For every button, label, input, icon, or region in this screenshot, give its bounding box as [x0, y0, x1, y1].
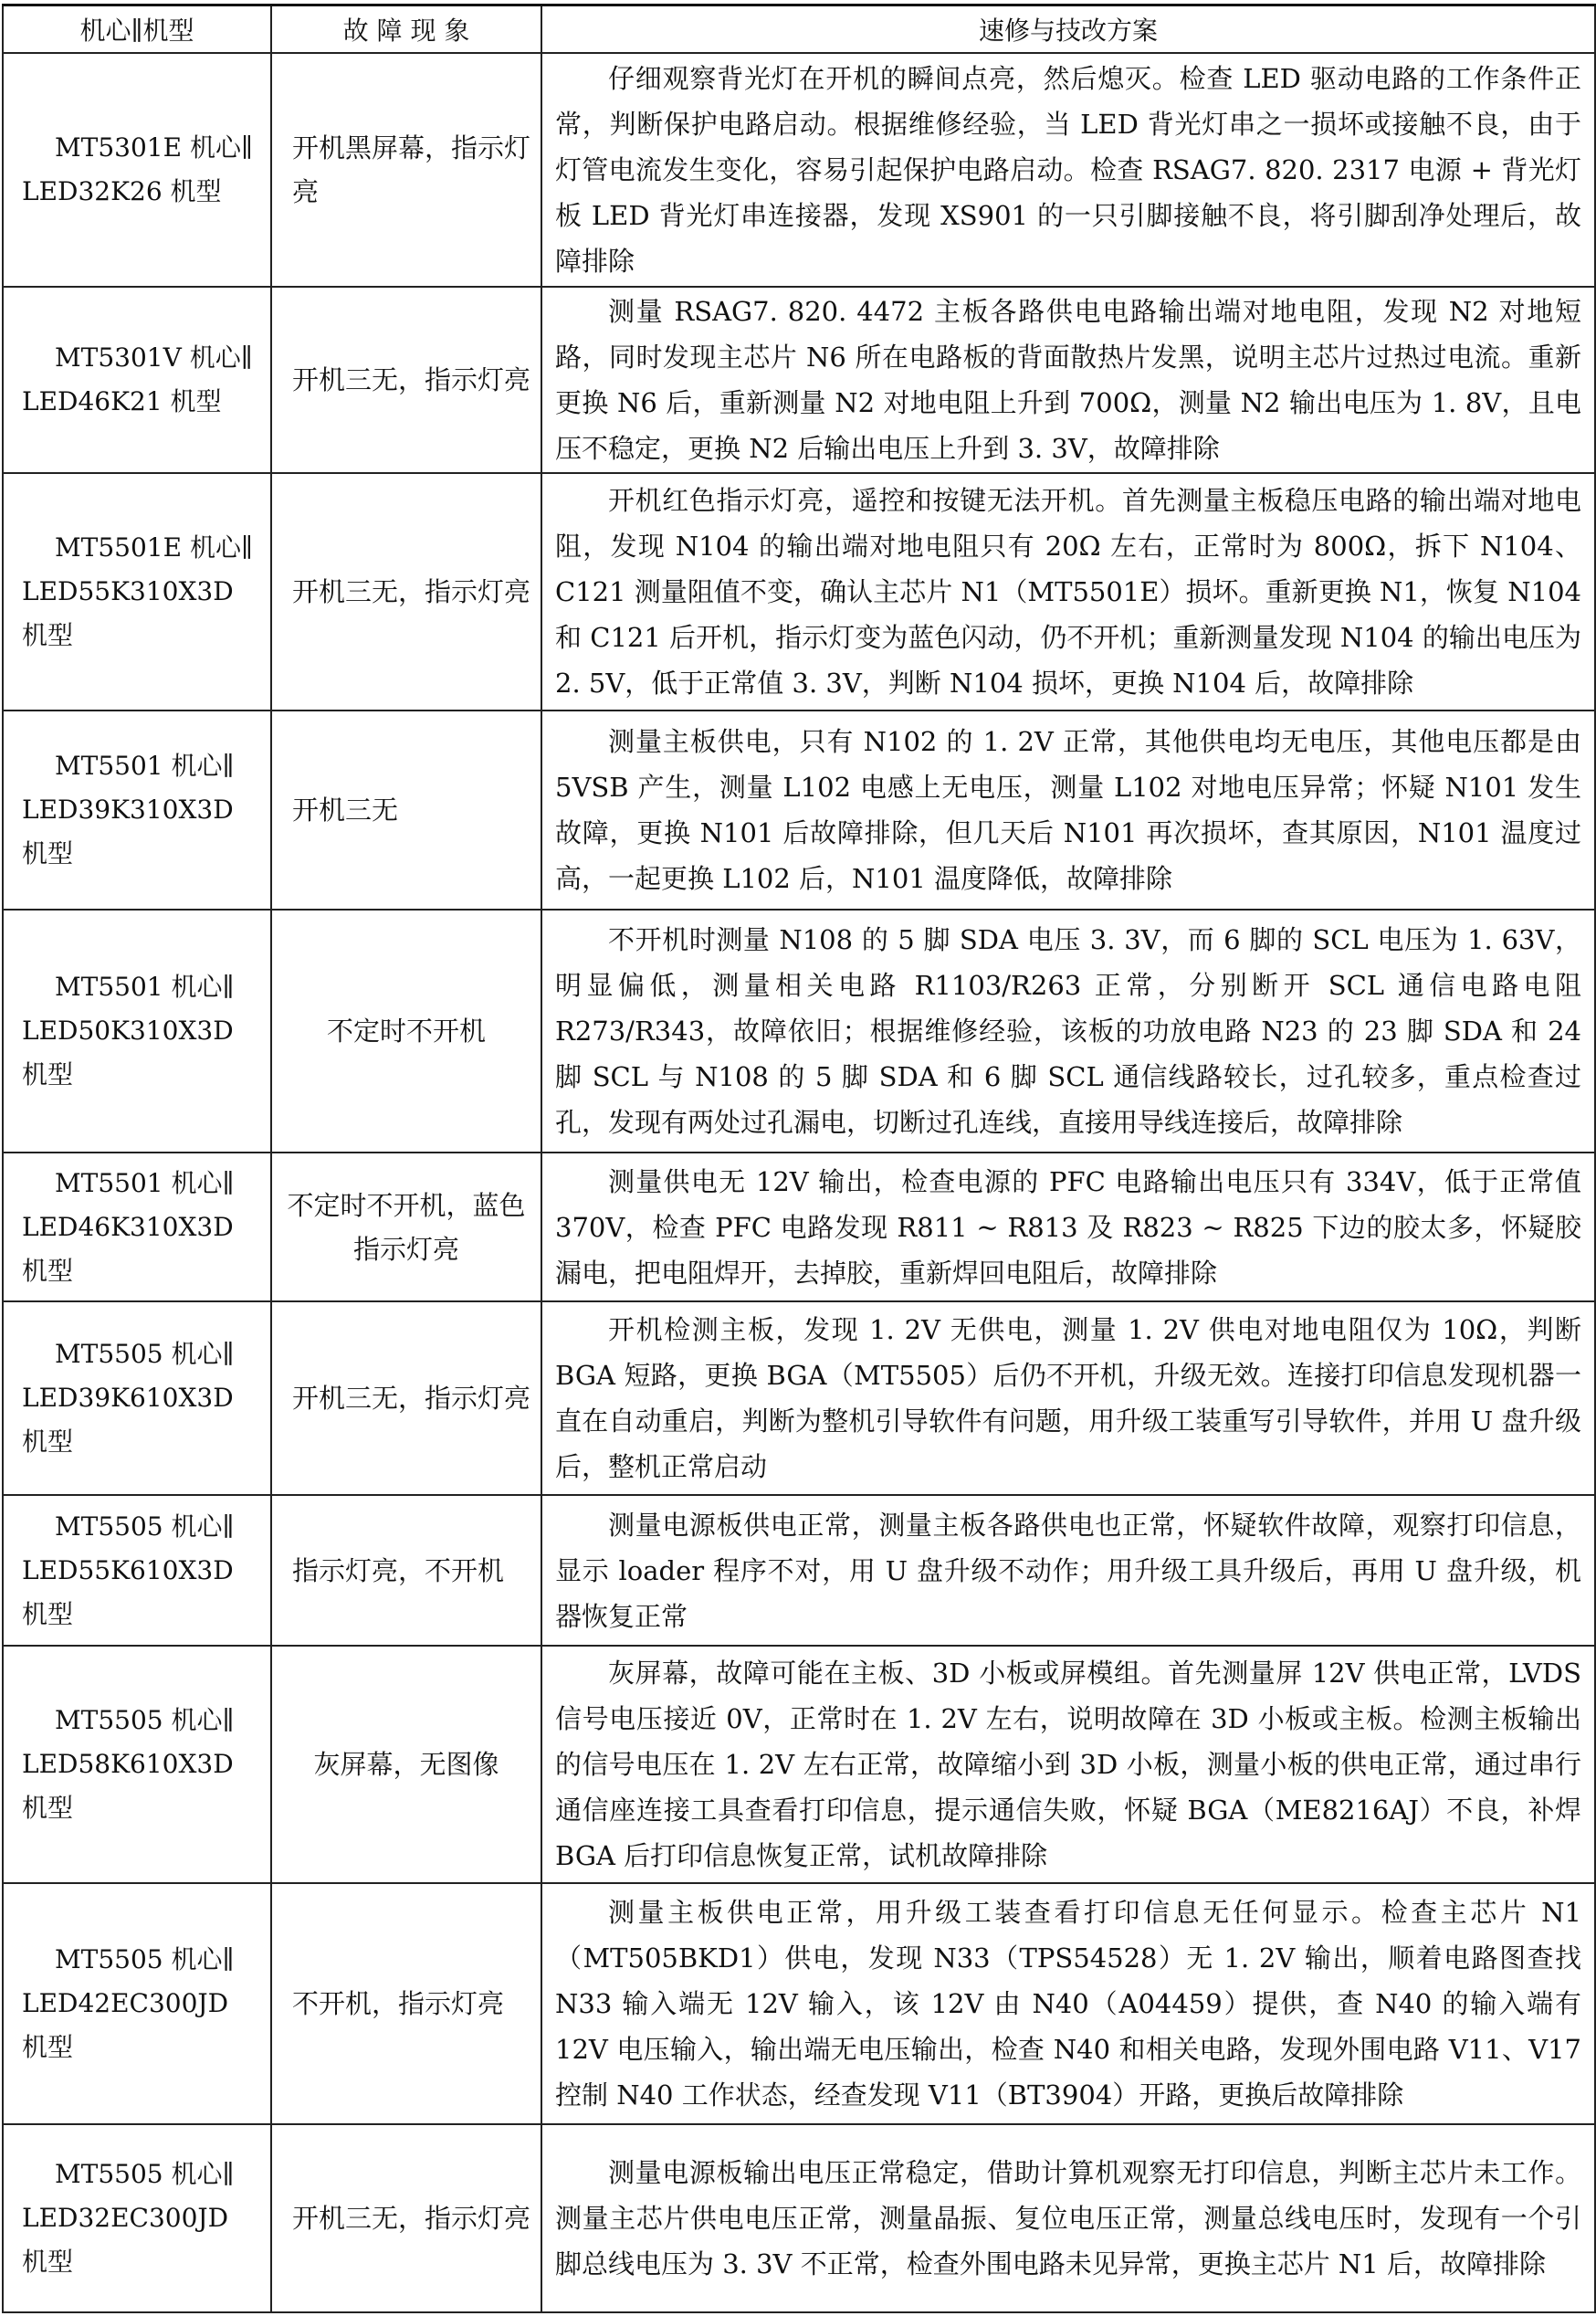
table-row: [3, 53, 1595, 287]
model-suffix: 机型: [22, 838, 74, 868]
symptom-cell: 不定时不开机，蓝色指示灯亮: [271, 1153, 541, 1301]
model-suffix: 机型: [22, 2247, 74, 2277]
model-cell: [3, 287, 271, 473]
model-cell: [3, 1153, 271, 1301]
model-type: LED39K610X3D: [22, 1383, 234, 1413]
table-row: [3, 1646, 1595, 1883]
model-type: LED39K310X3D: [22, 795, 234, 825]
solution-cell: 测量电源板供电正常，测量主板各路供电也正常，怀疑软件故障，观察打印信息，显示 loader 程序不对，用 U 盘升级不动作；用升级工具升级后，再用 U 盘升级，机器恢复正常: [541, 1495, 1595, 1646]
model-type: LED42EC300JD: [22, 1988, 229, 2018]
model-type: LED46K310X3D: [22, 1211, 234, 1242]
symptom-cell: 开机三无，指示灯亮: [271, 287, 541, 473]
solution-cell: 仔细观察背光灯在开机的瞬间点亮，然后熄灭。检查 LED 驱动电路的工作条件正常，判断保护电路启动。根据维修经验，当 LED 背光灯串之一损坏或接触不良，由于灯管电流发生变化，容易引起保护电路启动。检查 RSAG7. 820. 2317 电源 + 背光灯板 LED 背光灯串连接器，发现 XS901 的一只引脚接触不良，将引脚刮净处理后，故障排除: [541, 53, 1595, 287]
model-type: LED46K21 机型: [22, 386, 222, 416]
model-chassis: MT5505 机心∥: [55, 1705, 235, 1735]
solution-cell: 测量电源板输出电压正常稳定，借助计算机观察无打印信息，判断主芯片未工作。测量主芯片供电电压正常，测量晶振、复位电压正常，测量总线电压时，发现有一个引脚总线电压为 3. 3V 不正常，检查外围电路未见异常，更换主芯片 N1 后，故障排除: [541, 2124, 1595, 2312]
symptom-cell: 指示灯亮，不开机: [271, 1495, 541, 1646]
table-row: [3, 910, 1595, 1153]
solution-cell: 测量 RSAG7. 820. 4472 主板各路供电电路输出端对地电阻，发现 N2 对地短路，同时发现主芯片 N6 所在电路板的背面散热片发黑，说明主芯片过热过电流。重新更换 N6 后，重新测量 N2 对地电阻上升到 700Ω，测量 N2 输出电压为 1. 8V，且电压不稳定，更换 N2 后输出电压上升到 3. 3V，故障排除: [541, 287, 1595, 473]
model-chassis: MT5505 机心∥: [55, 2159, 235, 2189]
model-type: LED32K26 机型: [22, 176, 222, 206]
table-row: [3, 711, 1595, 910]
solution-cell: 测量主板供电正常，用升级工装查看打印信息无任何显示。检查主芯片 N1（MT505BKD1）供电，发现 N33（TPS54528）无 1. 2V 输出，顺着电路图查找 N33 输入端无 12V 输入，该 12V 由 N40（A04459）提供，查 N40 的输入端有 12V 电压输入，输出端无电压输出，检查 N40 和相关电路，发现外围电路 V11、V17 控制 N40 工作状态，经查发现 V11（BT3904）开路，更换后故障排除: [541, 1883, 1595, 2124]
symptom-cell: 开机三无，指示灯亮: [271, 1301, 541, 1495]
model-cell: [3, 1883, 271, 2124]
solution-cell: 不开机时测量 N108 的 5 脚 SDA 电压 3. 3V，而 6 脚的 SCL 电压为 1. 63V，明显偏低，测量相关电路 R1103/R263 正常，分别断开 SCL 通信电路电阻 R273/R343，故障依旧；根据维修经验，该板的功放电路 N23 的 23 脚 SDA 和 24 脚 SCL 与 N108 的 5 脚 SDA 和 6 脚 SCL 通信线路较长，过孔较多，重点检查过孔，发现有两处过孔漏电，切断过孔连线，直接用导线连接后，故障排除: [541, 910, 1595, 1153]
table-row: [3, 1153, 1595, 1301]
solution-cell: 灰屏幕，故障可能在主板、3D 小板或屏模组。首先测量屏 12V 供电正常，LVDS 信号电压接近 0V，正常时在 1. 2V 左右，说明故障在 3D 小板或主板。检测主板输出的信号电压在 1. 2V 左右正常，故障缩小到 3D 小板，测量小板的供电正常，通过串行通信座连接工具查看打印信息，提示通信失败，怀疑 BGA（ME8216AJ）不良，补焊 BGA 后打印信息恢复正常，试机故障排除: [541, 1646, 1595, 1883]
header-row: [3, 5, 1595, 54]
model-suffix: 机型: [22, 1598, 74, 1629]
table-row: [3, 473, 1595, 711]
symptom-cell: 不定时不开机: [271, 910, 541, 1153]
solution-cell: 测量主板供电，只有 N102 的 1. 2V 正常，其他供电均无电压，其他电压都是由 5VSB 产生，测量 L102 电感上无电压，测量 L102 对地电压异常；怀疑 N101 发生故障，更换 N101 后故障排除，但几天后 N101 再次损坏，查其原因，N101 温度过高，一起更换 L102 后，N101 温度降低，故障排除: [541, 711, 1595, 910]
symptom-cell: 开机三无: [271, 711, 541, 910]
model-type: LED55K610X3D: [22, 1554, 234, 1585]
model-type: LED50K310X3D: [22, 1016, 234, 1046]
model-suffix: 机型: [22, 2032, 74, 2062]
model-cell: [3, 2124, 271, 2312]
symptom-cell: 不开机，指示灯亮: [271, 1883, 541, 2124]
model-suffix: 机型: [22, 1255, 74, 1286]
model-suffix: 机型: [22, 1059, 74, 1090]
model-cell: [3, 1646, 271, 1883]
model-cell: [3, 53, 271, 287]
header-model: 机心∥机型: [3, 5, 271, 54]
model-chassis: MT5501 机心∥: [55, 751, 235, 781]
solution-cell: 开机检测主板，发现 1. 2V 无供电，测量 1. 2V 供电对地电阻仅为 10Ω，判断 BGA 短路，更换 BGA（MT5505）后仍不开机，升级无效。连接打印信息发现机器一直在自动重启，判断为整机引导软件有问题，用升级工装重写引导软件，并用 U 盘升级后，整机正常启动: [541, 1301, 1595, 1495]
model-suffix: 机型: [22, 1793, 74, 1823]
table-row: [3, 1301, 1595, 1495]
table-row: [3, 1883, 1595, 2124]
model-chassis: MT5301E 机心∥: [55, 132, 253, 163]
model-chassis: MT5501 机心∥: [55, 1167, 235, 1198]
model-cell: [3, 473, 271, 711]
repair-table: [2, 4, 1596, 2313]
table-row: [3, 1495, 1595, 1646]
model-suffix: 机型: [22, 620, 74, 650]
model-type: LED32EC300JD: [22, 2203, 229, 2233]
symptom-cell: 灰屏幕，无图像: [271, 1646, 541, 1883]
model-chassis: MT5501E 机心∥: [55, 532, 253, 563]
model-chassis: MT5505 机心∥: [55, 1944, 235, 1974]
model-cell: [3, 910, 271, 1153]
solution-cell: 开机红色指示灯亮，遥控和按键无法开机。首先测量主板稳压电路的输出端对地电阻，发现 N104 的输出端对地电阻只有 20Ω 左右，正常时为 800Ω，拆下 N104、C121 测量阻值不变，确认主芯片 N1（MT5501E）损坏。重新更换 N1，恢复 N104 和 C121 后开机，指示灯变为蓝色闪动，仍不开机；重新测量发现 N104 的输出电压为 2. 5V，低于正常值 3. 3V，判断 N104 损坏，更换 N104 后，故障排除: [541, 473, 1595, 711]
model-chassis: MT5505 机心∥: [55, 1339, 235, 1369]
symptom-cell: 开机三无，指示灯亮: [271, 473, 541, 711]
model-chassis: MT5501 机心∥: [55, 972, 235, 1002]
model-type: LED55K310X3D: [22, 576, 234, 606]
header-symptom: 故 障 现 象: [271, 5, 541, 54]
model-cell: [3, 711, 271, 910]
table-row: [3, 2124, 1595, 2312]
model-chassis: MT5301V 机心∥: [55, 342, 253, 373]
model-cell: [3, 1495, 271, 1646]
model-chassis: MT5505 机心∥: [55, 1511, 235, 1542]
solution-cell: 测量供电无 12V 输出，检查电源的 PFC 电路输出电压只有 334V，低于正常值 370V，检查 PFC 电路发现 R811 ~ R813 及 R823 ~ R825 下边的胶太多，怀疑胶漏电，把电阻焊开，去掉胶，重新焊回电阻后，故障排除: [541, 1153, 1595, 1301]
table-row: [3, 287, 1595, 473]
header-solution: 速修与技改方案: [541, 5, 1595, 54]
symptom-cell: 开机三无，指示灯亮: [271, 2124, 541, 2312]
symptom-cell: 开机黑屏幕，指示灯亮: [271, 53, 541, 287]
model-suffix: 机型: [22, 1426, 74, 1457]
model-type: LED58K610X3D: [22, 1749, 234, 1779]
model-cell: [3, 1301, 271, 1495]
